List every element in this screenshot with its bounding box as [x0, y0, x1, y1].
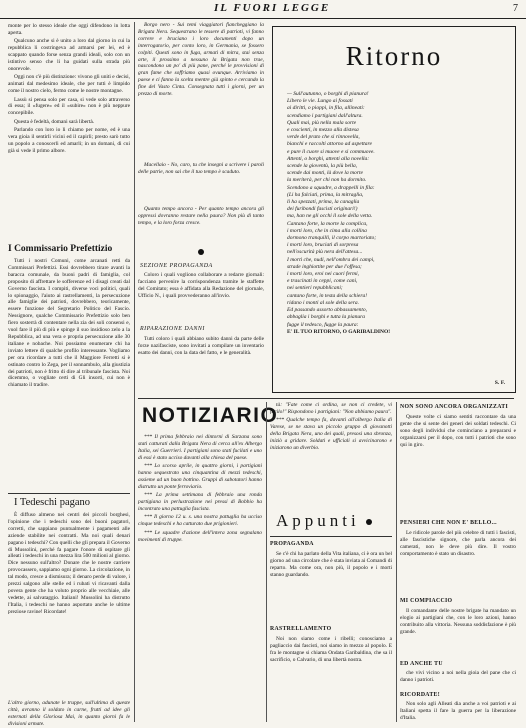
- poem-line: cantano forte, in testa della schiera!: [287, 292, 368, 299]
- article-quanto-tempo: [138, 206, 264, 242]
- article-ed-anche-tu: [400, 670, 516, 688]
- poem-line: i morti loro, che in cima alla collina: [287, 227, 367, 234]
- column-1-top: [8, 23, 130, 239]
- poem-line: e coscienti, in mezzo alla distesa: [287, 127, 359, 134]
- poem-line: scende la gioventù, la più bella,: [287, 163, 358, 170]
- paragraph: Tutti coloro i quali abbiano subito danni da parte delle forze nazifasciste, sono invitati a compilare un inventario esatto dei danni, con la data del fatto, e le generalità.: [138, 336, 264, 356]
- heading-ed-anche-tu: ED ANCHE TU: [400, 661, 443, 667]
- newspaper-title: IL FUORI LEGGE: [214, 2, 331, 14]
- poem-line: Libero le vie. Lungo ai fossati: [287, 98, 353, 105]
- poem-line: li ha spezzati, prima, la canaglia: [287, 199, 360, 206]
- paragraph: Borgo nero - Sui temi viaggiatori fiancheggiano la Brigata Nera. Sequestrano le tessere di patrioti, vi fanno correre e bruciano i loro documenti dopo un interrogatorio, per conto loro, in Germania, se fossero colpiti. Questi sono in fuga, armati di mitra, stai senza arte, il prossimo a nessuno la Brigata non trae, nascondono un po' di più pane, perché le provvisioni di gran fame che soffriamo quasi ovunque. Arriviamo in paese e ci fanno la scelta mentre già spinto e cercando la fine del Vasto Cinta. Consegnata tutti i giorni, per un prezzo di morte.: [138, 22, 264, 98]
- poem-line: scendiamo i partigiani dall'altura.: [287, 112, 363, 119]
- poem-line: nei sentieri repubblicani;: [287, 285, 343, 292]
- column-divider: [134, 22, 135, 722]
- ritorno-poem: [287, 91, 507, 336]
- paragraph: Coloro i quali vogliono collaborare a redarre giornali: facciano pervenire la corrispondenza tramite le staffette del Comitato; essa è affidata alla Redazione del giornale, Ufficio N., i quali provvederanno all'invio.: [138, 272, 264, 299]
- paragraph: monte per lo stesso ideale che oggi difendono in lotta aperta.: [8, 23, 130, 36]
- news-item: *** La prima settimana di febbraio una ronda partigiana in perlustrazione nei pressi di Bobbio ha incontrato una pattuglia fascista.: [138, 492, 262, 513]
- heading-mi-compiaccio: MI COMPIACCIO: [400, 598, 453, 604]
- heading-propaganda: PROPAGANDA: [270, 541, 314, 547]
- heading-ricordate: RICORDATE!: [400, 692, 440, 698]
- paragraph: Queste volte ci siamo sentiti raccontare da una gente che si sente dei generi dei soldati tedeschi. Ci sono degli individui che cominciano a prepararsi e organizzarsi per il dopo, con tutti i patrioti che sono qui in giro.: [400, 414, 516, 448]
- article-rastrellamento: [270, 636, 392, 722]
- notiziario-column-2: [270, 402, 392, 504]
- poem-line: I morti che, nudi, nell'ombra dei campi,: [287, 256, 375, 263]
- poem-line: scende dai monti, là dove la morte: [287, 170, 363, 177]
- poem-line: i morti loro, eroi nei cuori fermi,: [287, 271, 360, 278]
- paragraph: Questa è fedeltà, domani sarà libertà.: [14, 118, 95, 125]
- heading-pensieri: PENSIERI CHE NON E' BELLO...: [400, 520, 497, 526]
- article-macellaio: [138, 162, 264, 202]
- paragraph: Qualcuno anche si è unito a loro dal giorno in cui la repubblica li costringeva ad armarsi per lei, ed è scappato quando forse senza grandi ideali, solo con un istintivo senso che li ha guidati sulla strada più onorevole.: [8, 38, 130, 72]
- ritorno-box: [272, 26, 516, 393]
- poem-line: Cantano forte, la morte la complica,: [287, 220, 368, 227]
- heading-commissario: I Commissario Prefettizio: [8, 244, 113, 254]
- paragraph: Lassù si pensa solo per casa, si vede solo attraverso di essa; il «fugere» ed il «subire» non è più neppure concepibile.: [8, 96, 130, 117]
- article-ricordate: [400, 701, 516, 723]
- appunti-title: Appunti: [276, 511, 360, 530]
- news-item: *** Il prima febbraio nei dintorni di Sarzana sono stati catturati dalla Brigata Nera di cerca all'ex Albergo Italia, sei Guerrieri. I partigiani sono stati fucilati e uno di essi è stato ucciso davanti alla chiesa del paese.: [138, 434, 262, 461]
- poem-line: la meriterà, per chi non ha dormito.: [287, 177, 367, 184]
- poem-line: — Sull'autunno, o borghi di pianura!: [287, 91, 369, 97]
- news-item: *** Qualche tempo fa, davanti all'albergo Italia di Varese, se ne stava un piccolo gruppo di giovanotti della Brigata Nera, uno dei quali, presosi una sbronza, iniziò a gridare. Soldati e ufficiali si avvicinarono e iniziarono un diverbio.: [270, 417, 392, 451]
- column-divider: [266, 402, 267, 722]
- heading-non-sono: NON SONO ANCORA ORGANIZZATI: [400, 404, 509, 410]
- paragraph: Non solo agli Alleati dia anche a voi patrioti e ai Italiani spetta il fare la guerra per la liberazione d'Italia.: [400, 701, 516, 721]
- paragraph: Le ridicole parole del più celebre di tutti i fascisti, alle fascistiche signore, che parla ancora dei camerati, non le deve più dire. Il vostro comportamento è stato un disastro.: [400, 530, 516, 557]
- bullet-dot: [366, 519, 372, 525]
- article-mi-compiaccio: [400, 608, 516, 658]
- poem-line: i morti loro, bruciati di sorpresa: [287, 242, 359, 249]
- news-item: *** Lo scorso aprile, in quattro giorni, i partigiani hanno sequestrato una cinquantina di mezzi tedeschi, assieme ad un buon bottino. Gruppi di sabotatori hanno distrutto un ponte ferroviario.: [138, 463, 262, 490]
- poem-line: fugge il tedesco, fugge la paura:: [287, 321, 359, 328]
- poem-line: bianchi e raccolti attorno ad aspettare: [287, 141, 372, 148]
- poem-line: dei furibondi fascisti originari!): [287, 206, 358, 213]
- poem-line: e pure il cuore si muove e si commuove.: [287, 148, 375, 155]
- paragraph: Oggi non c'è più distinzione: vivono gli uniti e decisi, animati dal medesimo ideale, che per tutti è limpido come il nostro cielo, fermo come le nostre montagne.: [8, 74, 130, 95]
- divider: [138, 398, 514, 399]
- bullet-dot: [198, 249, 204, 255]
- poem-line: dormono tranquilli, il corpo martoriato;: [287, 235, 377, 242]
- page-header: [0, 0, 526, 19]
- article-propaganda: [270, 551, 392, 619]
- paragraph: Noi non siamo come i ribelli; conosciamo a pagliaccio dai fascisti, noi siamo in mezzo al popolo. E fra le montagne si chiama Ondata Garibaldina, che sa il sacrificio, o Calvario, di una libertà nostra.: [270, 636, 392, 663]
- poem-line: ma, han ne gli occhi il sole della vetta.: [287, 213, 373, 220]
- divider: [270, 536, 392, 537]
- paragraph: Il comandante delle nostre brigate ha mandato un elogio ai partigiani che, con le loro azioni, hanno contribuito alla vittoria. Nessuna soddisfazione è più grande.: [400, 608, 516, 635]
- paragraph: È diffuso almeno nei centri dei piccoli borghesi, l'opinione che i tedeschi sono dei buoni pagatori, corretti, che sappiano puntualmente i pagamenti alle aziende stabilite nei contratti. Ma noi quali denari pagano i tedeschi? Con quelli che gli prepara il Governo di Mussolini, perché fa pagare l'onore di ospitare gli alleati i tedeschi in una mezza lira 500 milioni al giorno. Dice nessuno sull'altro? Donare che le nostre carriere provocassero, sappiamo ogni giorno. La circolazione, in tal modo, cresce a dismisura; il denaro perde di valore, i prezzi salgono alle stelle ed i rubati vi ricavanti dalla povera gente che ha voluto proprio alle vecchiaie, alle vedette, ai salvataggio. Italiani! Mussolini ha distrutto l'Italia, i tedeschi ne hanno asportato anche le ultime preziose ravine! Ricordate!: [8, 512, 130, 615]
- heading-rastrellamento: RASTRELLAMENTO: [270, 626, 332, 632]
- article-borgo-nero: [138, 22, 264, 160]
- article-sezione-propaganda: [138, 272, 264, 318]
- italic-tail: [8, 700, 130, 727]
- poem-line: abbaglia i borghi e tutta la pianura: [287, 314, 366, 321]
- article-commissario: [8, 258, 130, 490]
- paragraph: che vivi vicino a noi nella gioia del pane che ci danno i patrioti.: [400, 670, 516, 683]
- poem-line: E' IL TUO RITORNO, O GARIBALDINO!: [287, 328, 391, 335]
- poem-line: Scendono a squadre, a drappelli in fila:: [287, 184, 375, 191]
- article-pensieri: [400, 530, 516, 594]
- poem-signature: S. F.: [494, 380, 505, 386]
- news-item: tà: "Fate come ci ordina, se non ci credete, vi fucilo!" Rispondono i partigiani: "Non abbiamo paura".: [270, 402, 392, 415]
- paragraph: Tutti i nostri Comuni, come arcanati retti da Commissari Prefettizi. Essi dovrebbero tirare avanti la baracca comunale, da buoni padri di famiglia, col proposito di affrettare le sofferenze ed i disagi creati dal Governo fascista. I compiti, diverse voci politici, quali lo spionaggio, l'aiuto ai rastrellamenti, la persecuzione alle famiglie dei patrioti, dovrebbero, teoricamente, essere funzione del Segretario Politico del Fascio. Nessignore, qualche Commissario Prefettizio solo ben fiero sosterrà di contentare nella zia dei soli consensi e, vuol fare il più di più e spinge il suo insidioso zelo a la Repubblica, ad una vera e propria persecuzione alle 30 italiane e nobache. Noi possiamo enumerare chi ha inviato lettere di qualche profilo interessante. Vogliamo per ora ricordare a tutti che il Maggiore Ferretti si è ostinato contro lo Zega, per il sonnambulo, alla giustizia dei patrioti, non è fritto di dire al tribunale fascista. Noi dicemmo, o vogliate certi di Gli insorti, cui non è chiamato il tradire.: [8, 258, 130, 389]
- column-divider: [396, 402, 397, 722]
- poem-line: strade inghiottite per due l'offesa;: [287, 263, 362, 270]
- notiziario-title: NOTIZIARIO: [142, 404, 279, 427]
- poem-line: Attenti, o borghi, attenti alla novella:: [287, 155, 370, 162]
- poem-line: ai diritti, o pioppi, in fila, allineati:: [287, 105, 365, 112]
- news-item: *** Il giorno 12 u. s. una nostra pattuglia ha ucciso cinque tedeschi e ha catturato due prigionieri.: [138, 514, 262, 528]
- divider: [8, 493, 130, 494]
- article-riparazione-danni: [138, 336, 264, 382]
- heading-tedeschi: I Tedeschi pagano: [14, 497, 91, 508]
- paragraph: L'altro giorno, adunate le truppe, sull'ultima di queste città, avranno il soldato in carne, frutti ad idee gli esternati della Gloriosa Mai, in quanto giorni fa le divisioni armate.: [8, 700, 130, 727]
- paragraph: Se c'è chi ha parlato della Vita italiana, ci è ora un bel giorno ad una circolare che è stata inviata ai Comandi di reparto. Ma come ora, non più, il popolo e i morti stanno guardando.: [270, 551, 392, 578]
- notiziario-column-1: [138, 434, 262, 722]
- news-item: *** Le squadre d'azione dell'intera zona segnalano movimenti di truppe.: [138, 529, 262, 543]
- poem-line: e trascinati in ceppi, come cani,: [287, 278, 358, 285]
- poem-line: (Li ha falciati, prima, la mitraglia,: [287, 191, 364, 198]
- article-non-sono: [400, 414, 516, 514]
- poem-line: verde del prato che si rinnovella,: [287, 134, 360, 141]
- heading-sezione-propaganda: SEZIONE PROPAGANDA: [140, 263, 213, 269]
- heading-riparazione-danni: RIPARAZIONE DANNI: [140, 326, 205, 332]
- poem-line: nell'oscurità più nera dell'attesa...: [287, 249, 363, 256]
- poem-line: ridano i monti al sole della sera.: [287, 299, 359, 306]
- poem-line: Ed passando assorto abbassamento,: [287, 307, 368, 314]
- paragraph: Quanto tempo ancora - Per quanto tempo ancora gli oppressi dovranno restare nella paura? Non più di tanto tempo, e la loro forza cresce.: [138, 206, 264, 226]
- poem-line: Quali mai, più nella mala sorte: [287, 119, 357, 126]
- paragraph: Parlando con loro io li chiamo per nome, ed è una vera gioia il sentirli vicini ed il capirli; presto sarò tutto un popolo a conoscerli ed amarli; in un domani, di cui già si vede il primo albore.: [8, 127, 130, 154]
- ritorno-title: Ritorno: [345, 41, 443, 71]
- paragraph: Macellaio - No, caro, tu che insegni a scrivere i paroli delle patrie, non sai che il tuo tempo è scaduto.: [138, 162, 264, 175]
- page-number: 7: [513, 3, 518, 14]
- article-tedeschi: [8, 512, 130, 698]
